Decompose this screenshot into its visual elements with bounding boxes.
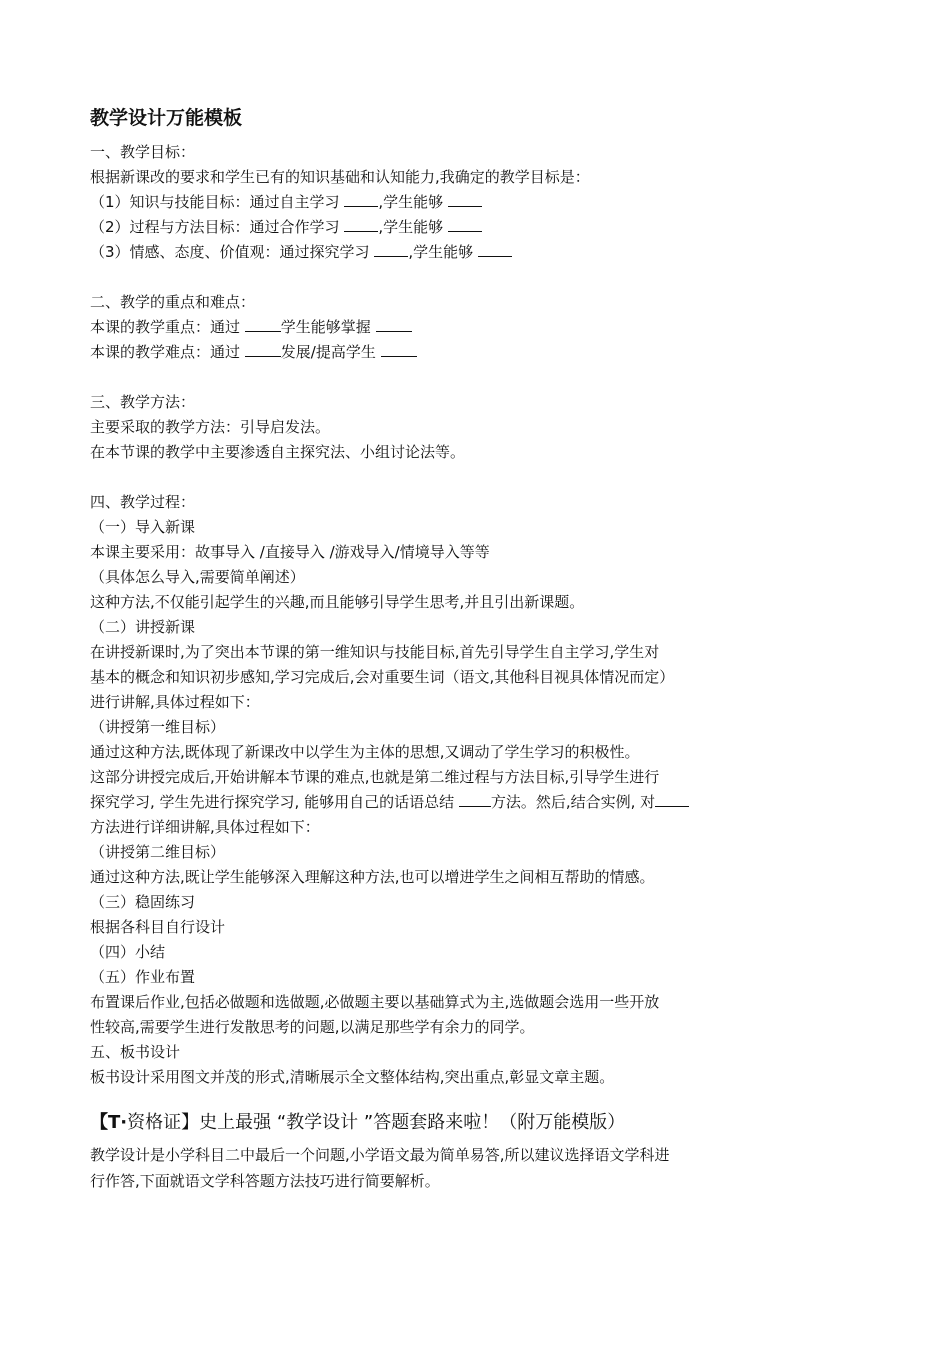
subsection-2-heading: （二）讲授新课 <box>90 618 196 636</box>
process-line: 性较高,需要学生进行发散思考的问题,以满足那些学有余力的同学。 <box>90 1018 535 1036</box>
spacer <box>90 465 870 490</box>
section-1-heading: 一、教学目标： <box>90 143 196 161</box>
fill-blank <box>344 190 378 207</box>
fill-blank <box>381 340 417 357</box>
process-line: （讲授第一维目标） <box>90 718 226 736</box>
fill-blank <box>344 215 378 232</box>
goal-2-text-a: （2）过程与方法目标：通过合作学习 <box>90 218 340 236</box>
fill-blank <box>448 215 482 232</box>
document-title: 教学设计万能模板 <box>90 107 243 129</box>
section-3-heading: 三、教学方法： <box>90 393 196 411</box>
spacer <box>90 265 870 290</box>
goal-1-text-b: ,学生能够 <box>378 193 444 211</box>
difficulty-text-b: 发展/提高学生 <box>280 343 376 361</box>
goal-2-text-b: ,学生能够 <box>378 218 444 236</box>
article-title <box>90 1108 870 1138</box>
difficulty-text-a: 本课的教学难点：通过 <box>90 343 241 361</box>
fill-blank <box>459 790 491 807</box>
subsection-4-heading: （四）小结 <box>90 943 166 961</box>
article-title-bracket: 【T· <box>90 1112 128 1133</box>
section-5-heading: 五、板书设计 <box>90 1043 181 1061</box>
goal-1-text-a: （1）知识与技能目标：通过自主学习 <box>90 193 340 211</box>
process-line <box>90 790 870 815</box>
subsection-5-heading: （五）作业布置 <box>90 968 196 986</box>
goal-3-text-b: ,学生能够 <box>408 243 474 261</box>
article-title-text: 资格证】史上最强 “教学设计 ”答题套路来啦！（附万能模版） <box>127 1112 626 1133</box>
process-line: 通过这种方法,既体现了新课改中以学生为主体的思想,又调动了学生学习的积极性。 <box>90 743 640 761</box>
fill-blank <box>374 240 408 257</box>
process-line: 本课主要采用：故事导入 /直接导入 /游戏导入/情境导入等等 <box>90 543 490 561</box>
process-line: 布置课后作业,包括必做题和选做题,必做题主要以基础算式为主,选做题会选用一些开放 <box>90 993 660 1011</box>
section-3-para-2: 在本节课的教学中主要渗透自主探究法、小组讨论法等。 <box>90 443 466 461</box>
process-line: （讲授第二维目标） <box>90 843 226 861</box>
process-line: 根据各科目自行设计 <box>90 918 226 936</box>
goal-3-text-a: （3）情感、态度、价值观：通过探究学习 <box>90 243 370 261</box>
difficulty-line <box>90 340 870 365</box>
goal-1-line <box>90 190 870 215</box>
process-line: 在讲授新课时,为了突出本节课的第一维知识与技能目标,首先引导学生自主学习,学生对 <box>90 643 660 661</box>
key-point-text-a: 本课的教学重点：通过 <box>90 318 241 336</box>
subsection-1-heading: （一）导入新课 <box>90 518 196 536</box>
process-line: 这部分讲授完成后,开始讲解本节课的难点,也就是第二维过程与方法目标,引导学生进行 <box>90 768 660 786</box>
goal-2-line <box>90 215 870 240</box>
process-line: 进行讲解,具体过程如下： <box>90 693 260 711</box>
fill-blank <box>448 190 482 207</box>
spacer <box>90 365 870 390</box>
process-text-b: 方法。然后,结合实例, 对 <box>490 793 656 811</box>
process-line: 基本的概念和知识初步感知,学习完成后,会对重要生词（语文,其他科目视具体情况而定） <box>90 668 675 686</box>
key-point-text-b: 学生能够掌握 <box>280 318 371 336</box>
fill-blank <box>376 315 412 332</box>
process-line: 通过这种方法,既让学生能够深入理解这种方法,也可以增进学生之间相互帮助的情感。 <box>90 868 655 886</box>
process-line: （具体怎么导入,需要简单阐述） <box>90 568 305 586</box>
section-4-heading: 四、教学过程： <box>90 493 196 511</box>
fill-blank <box>655 790 689 807</box>
subsection-3-heading: （三）稳固练习 <box>90 893 196 911</box>
key-point-line <box>90 315 870 340</box>
document-page <box>90 100 870 1194</box>
fill-blank <box>245 315 281 332</box>
process-line: 方法进行详细讲解,具体过程如下： <box>90 818 320 836</box>
process-line: 这种方法,不仅能引起学生的兴趣,而且能够引导学生思考,并且引出新课题。 <box>90 593 585 611</box>
article-para-line-2: 行作答,下面就语文学科答题方法技巧进行简要解析。 <box>90 1172 440 1190</box>
process-text-a: 探究学习, 学生先进行探究学习, 能够用自己的话语总结 <box>90 793 455 811</box>
fill-blank <box>478 240 512 257</box>
section-5-para: 板书设计采用图文并茂的形式,清晰展示全文整体结构,突出重点,彰显文章主题。 <box>90 1068 615 1086</box>
article-para-line-1: 教学设计是小学科目二中最后一个问题,小学语文最为简单易答,所以建议选择语文学科进 <box>90 1146 670 1164</box>
section-1-intro: 根据新课改的要求和学生已有的知识基础和认知能力,我确定的教学目标是： <box>90 168 590 186</box>
goal-3-line <box>90 240 870 265</box>
section-3-para-1: 主要采取的教学方法：引导启发法。 <box>90 418 331 436</box>
fill-blank <box>245 340 281 357</box>
section-2-heading: 二、教学的重点和难点： <box>90 293 256 311</box>
